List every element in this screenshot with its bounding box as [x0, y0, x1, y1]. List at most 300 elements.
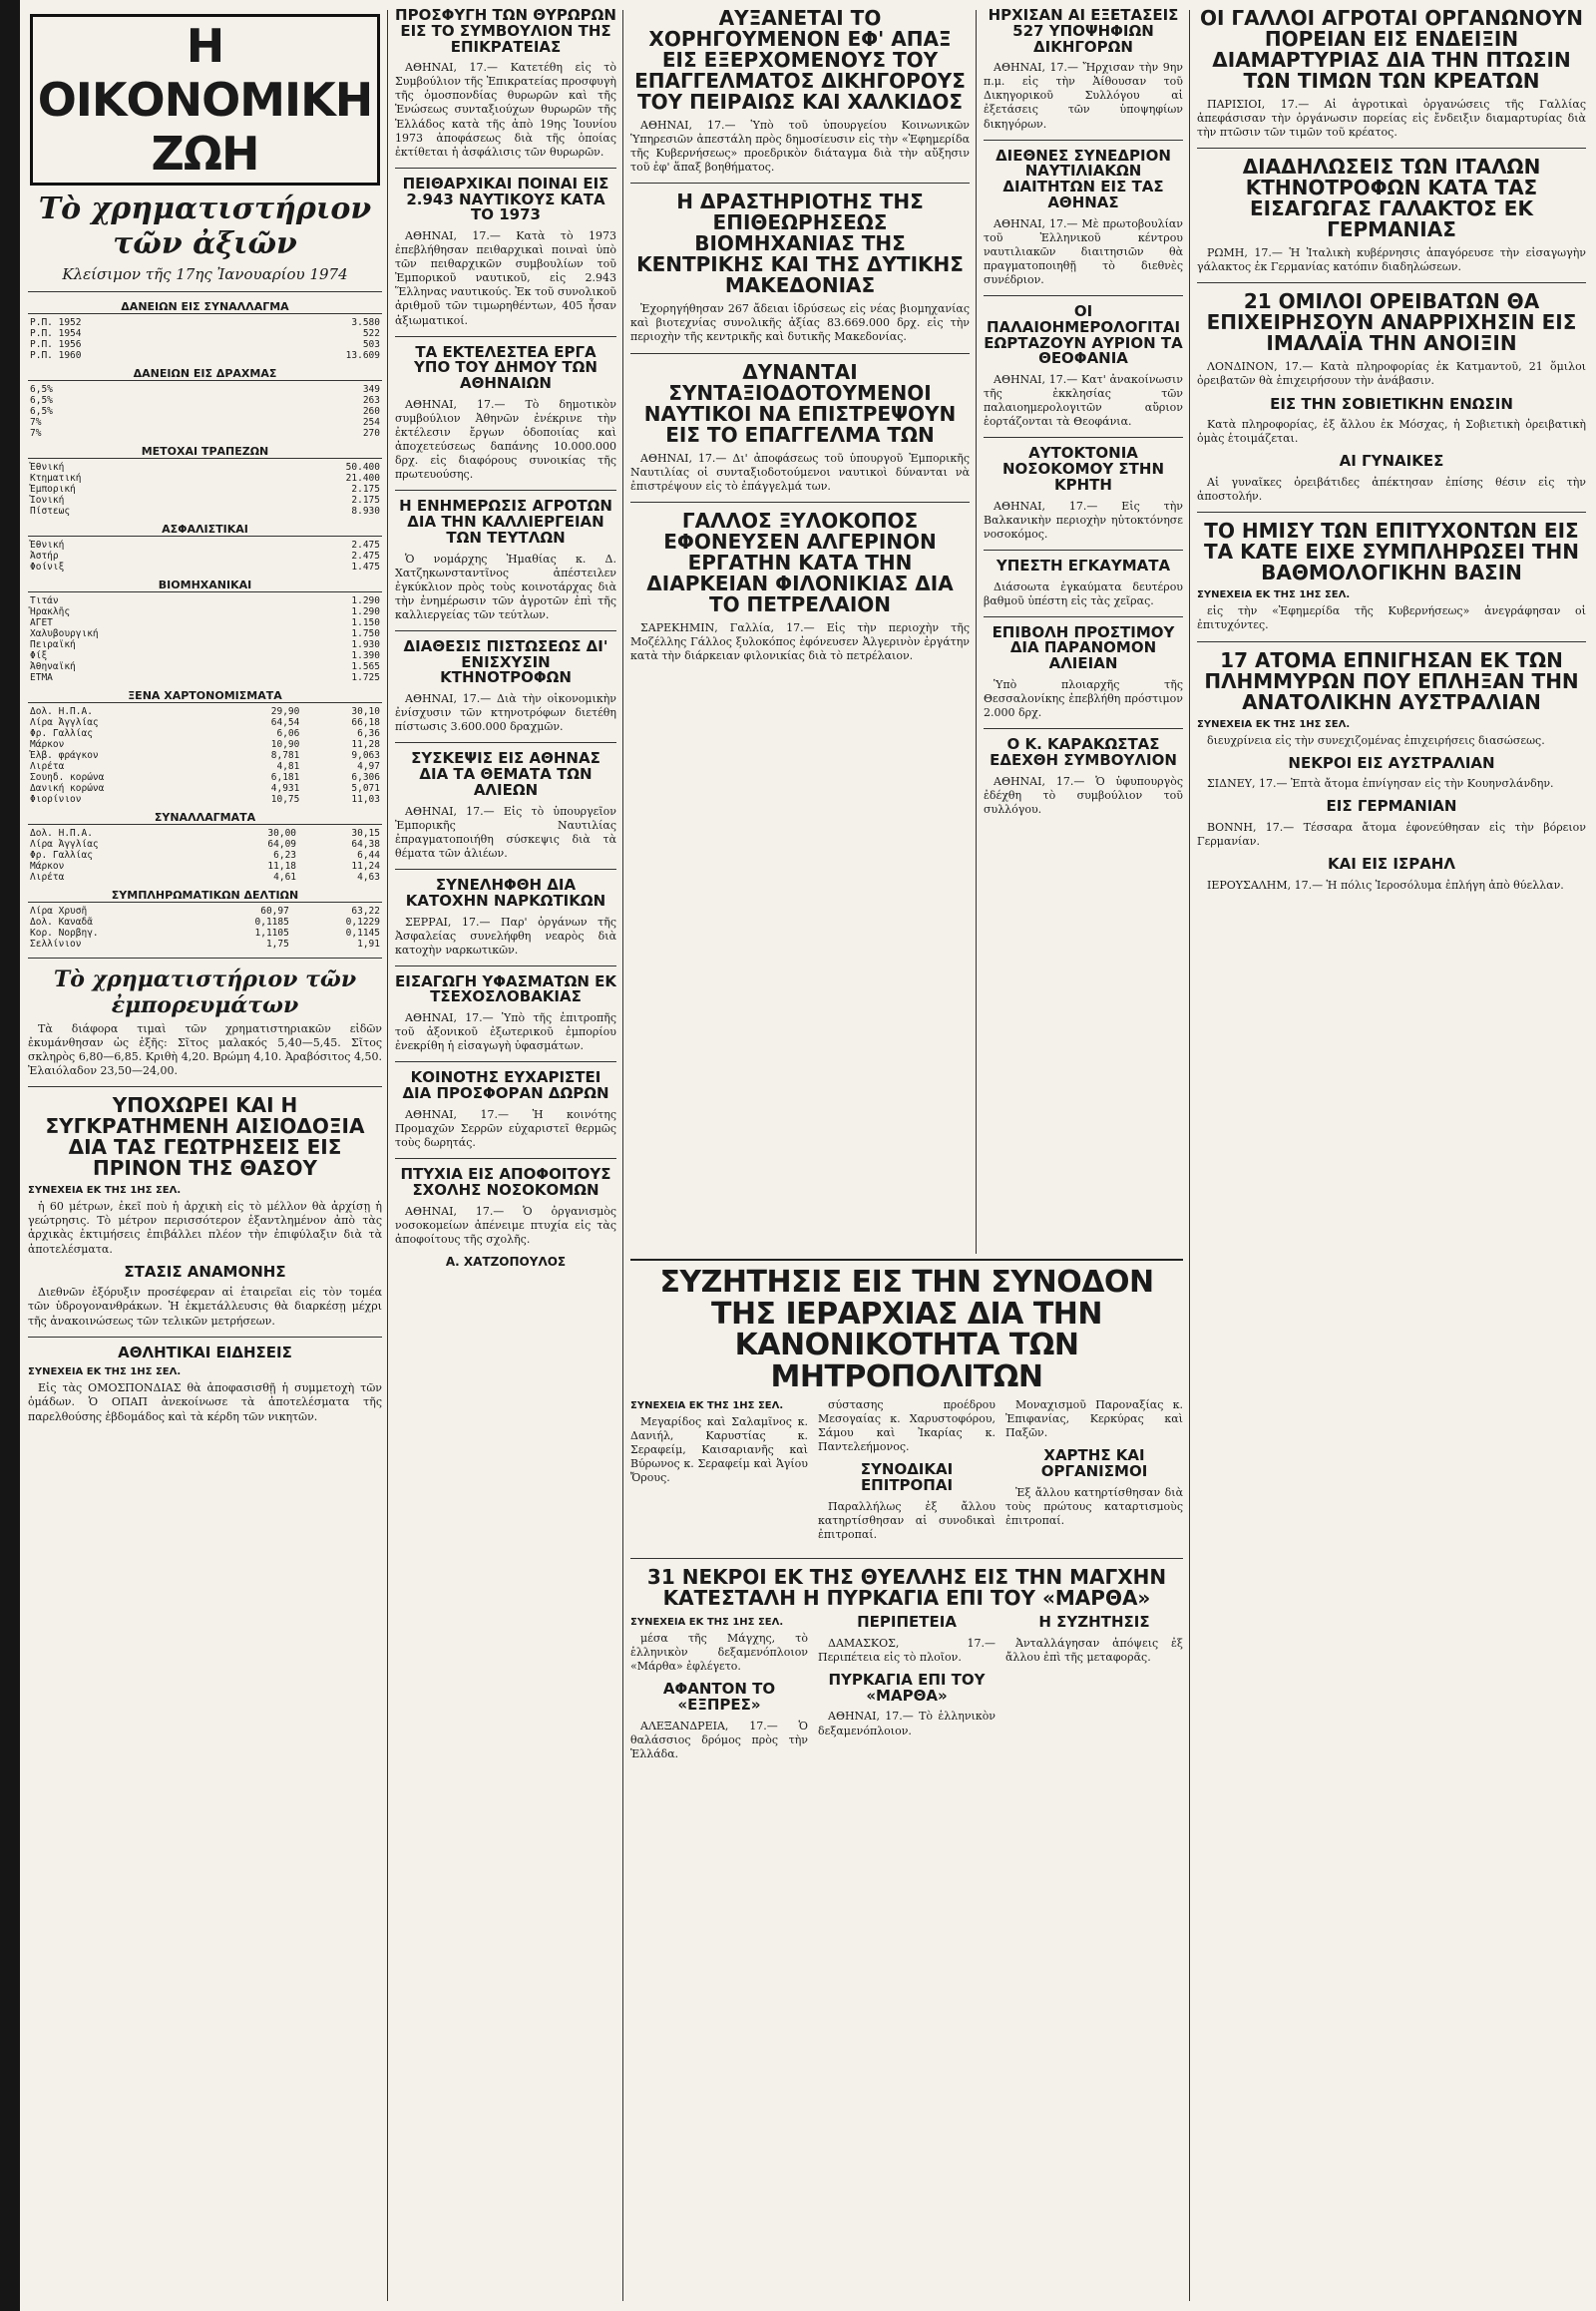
article-text: Κατὰ πληροφορίας, ἐξ ἄλλου ἐκ Μόσχας, ἡ Σοβιετικὴ ὀρειβατικὴ ὁμὰς ἑτοιμάζεται.	[1197, 418, 1586, 446]
author-signature: Α. ΧΑΤΖΟΠΟΥΛΟΣ	[445, 1254, 567, 1269]
divider	[395, 742, 616, 743]
table-row	[28, 717, 382, 728]
table-cell: 1,75	[265, 939, 289, 950]
divider	[395, 965, 616, 966]
article-text: Ἐξ ἄλλου κατηρτίσθησαν διὰ τοὺς πρώτους καταρτισμοὺς ἐπιτροπαί.	[1005, 1485, 1183, 1527]
headline: Η ΔΡΑΣΤΗΡΙΟΤΗΣ ΤΗΣ ΕΠΙΘΕΩΡΗΣΕΩΣ ΒΙΟΜΗΧΑΝΙΑΣ ΤΗΣ ΚΕΝΤΡΙΚΗΣ ΚΑΙ ΤΗΣ ΔΥΤΙΚΗΣ ΜΑΚΕΔΟΝΙΑΣ	[636, 190, 964, 298]
article-text: ΑΘΗΝΑΙ, 17.— Τὸ δημοτικὸν συμβούλιον Ἀθηνῶν ἐνέκρινε τὴν ἐκτέλεσιν ἔργων ὁδοποιίας καὶ ἀποχετεύσεως δαπάνης 10.000.000 δρχ. εἰς διαφόρους συνοικίας τῆς πρωτευούσης.	[395, 397, 616, 482]
thasos-headline: ΥΠΟΧΩΡΕΙ ΚΑΙ Η ΣΥΓΚΡΑΤΗΜΕΝΗ ΑΙΣΙΟΔΟΞΙΑ ΔΙΑ ΤΑΣ ΓΕΩΤΡΗΣΕΙΣ ΕΙΣ ΠΡΙΝΟΝ ΤΗΣ ΘΑΣΟΥ	[45, 1093, 365, 1181]
divider	[1197, 148, 1586, 149]
table-cell: 1.290	[351, 595, 380, 606]
continuation-label: ΣΥΝΕΧΕΙΑ ΕΚ ΤΗΣ 1ΗΣ ΣΕΛ.	[1197, 718, 1351, 730]
table-cell: 1.150	[351, 617, 380, 628]
table-cell: Ρ.Π. 1952	[30, 317, 82, 328]
table-cell: Δανική κορώνα	[30, 783, 105, 794]
table-cell: Χαλυβουργική	[30, 628, 99, 639]
synod-col-3	[1005, 1398, 1183, 1550]
table-row	[28, 728, 382, 739]
article-text: ΑΘΗΝΑΙ, 17.— Εἰς τὴν Βαλκανικὴν περιοχὴν ηὐτοκτόνησε νοσοκόμος.	[984, 499, 1183, 541]
divider	[984, 728, 1183, 729]
table-row	[28, 639, 382, 650]
table-cell: 4,931	[270, 783, 300, 794]
table-cell: 63,22	[351, 906, 380, 917]
table-row	[28, 540, 382, 551]
article-text: ΣΑΡΕΚΗΜΙΝ, Γαλλία, 17.— Εἰς τὴν περιοχὴν τῆς Μοζέλλης Γάλλος ξυλοκόπος ἐφόνευσεν Ἀλγερινὸν ἐργάτην κατὰ τὴν διάρκειαν φιλονικίας διὰ τὸ πετρέλαιον.	[630, 620, 970, 662]
table-row	[28, 428, 382, 439]
column-rule	[387, 10, 388, 2301]
table-cell: Δολ. Η.Π.Α.	[30, 828, 93, 839]
column-5	[1197, 0, 1586, 2311]
market-tables	[28, 300, 382, 683]
table-cell: Λίρα Χρυσῆ	[30, 906, 88, 917]
table-cell: Ρ.Π. 1954	[30, 328, 82, 339]
table-cell: 1.930	[351, 639, 380, 650]
article-text: ΑΘΗΝΑΙ, 17.— Διὰ τὴν οἰκονομικὴν ἐνίσχυσιν τῶν κτηνοτρόφων διετέθη πίστωσις 3.600.000 δραχμῶν.	[395, 692, 616, 734]
table-row	[28, 339, 382, 350]
subheading: ΚΑΙ ΕΙΣ ΙΣΡΑΗΛ	[1328, 855, 1455, 874]
table-cell: 1.750	[351, 628, 380, 639]
column-rule	[976, 10, 977, 1254]
article-text: Αἱ γυναῖκες ὀρειβάτιδες ἀπέκτησαν ἐπίσης θέσιν εἰς τὴν ἀποστολήν.	[1197, 476, 1586, 504]
subheading: ΝΕΚΡΟΙ ΕΙΣ ΑΥΣΤΡΑΛΙΑΝ	[1288, 753, 1495, 772]
table-cell: 6,23	[273, 850, 297, 861]
storm-col-3	[1005, 1615, 1183, 1769]
foreign-title: ΞΕΝΑ ΧΑΡΤΟΝΟΜΙΣΜΑΤΑ	[28, 689, 382, 703]
storm-columns	[630, 1615, 1183, 1769]
table-cell: 1,91	[357, 939, 380, 950]
headline: ΓΑΛΛΟΣ ΞΥΛΟΚΟΠΟΣ ΕΦΟΝΕΥΣΕΝ ΑΛΓΕΡΙΝΟΝ ΕΡΓΑΤΗΝ ΚΑΤΑ ΤΗΝ ΔΙΑΡΚΕΙΑΝ ΦΙΛΟΝΙΚΙΑΣ ΔΙΑ ΤΟ ΠΕΤΡΕΛΑΙΟΝ	[646, 508, 954, 616]
table-cell: Ἐθνική	[30, 462, 65, 473]
divider	[630, 353, 970, 354]
table-cell: 66,18	[351, 717, 380, 728]
table-cell: 60,97	[260, 906, 289, 917]
table-cell: 3.580	[351, 317, 380, 328]
synod-columns	[630, 1398, 1183, 1550]
article-text: ΑΘΗΝΑΙ, 17.— Ὁ ὀργανισμὸς νοσοκομείων ἀπένειμε πτυχία εἰς τὰς ἀποφοίτους τῆς σχολῆς.	[395, 1204, 616, 1246]
table-cell: 11,03	[351, 794, 380, 805]
table-cell: 30,15	[351, 828, 380, 839]
headline: ΠΤΥΧΙΑ ΕΙΣ ΑΠΟΦΟΙΤΟΥΣ ΣΧΟΛΗΣ ΝΟΣΟΚΟΜΩΝ	[400, 1165, 611, 1199]
commodity-table	[28, 906, 382, 950]
table-cell: Ἑλβ. φράγκον	[30, 750, 99, 761]
commodities-text: Τὰ διάφορα τιμαὶ τῶν χρηματιστηριακῶν εἰδῶν ἐκυμάνθησαν ὡς ἐξῆς: Σῖτος μαλακός 5,40—5,45. Σῖτος σκληρὸς 6,80—6,85. Κριθὴ 4,20. Βρώμη 4,10. Ἀραβόσιτος 4,50. Ἐλαιόλαδον 23,50—24,00.	[28, 1022, 382, 1078]
headline: ΗΡΧΙΣΑΝ ΑΙ ΕΞΕΤΑΣΕΙΣ 527 ΥΠΟΨΗΦΙΩΝ ΔΙΚΗΓΟΡΩΝ	[988, 6, 1179, 56]
table-cell: Φίξ	[30, 650, 48, 661]
commodity-title: ΣΥΜΠΛΗΡΩΜΑΤΙΚΩΝ ΔΕΛΤΙΩΝ	[28, 889, 382, 903]
table-row	[28, 384, 382, 395]
table-cell: Μάρκον	[30, 739, 65, 750]
headline: ΣΥΣΚΕΨΙΣ ΕΙΣ ΑΘΗΝΑΣ ΔΙΑ ΤΑ ΘΕΜΑΤΑ ΤΩΝ ΑΛΙΕΩΝ	[411, 749, 600, 799]
divider	[1197, 512, 1586, 513]
headline: 21 ΟΜΙΛΟΙ ΟΡΕΙΒΑΤΩΝ ΘΑ ΕΠΙΧΕΙΡΗΣΟΥΝ ΑΝΑΡΡΙΧΗΣΙΝ ΕΙΣ ΙΜΑΛΑΪΑ ΤΗΝ ΑΝΟΙΞΙΝ	[1206, 289, 1577, 356]
table-cell: Ἑμπορική	[30, 484, 76, 495]
headline: ΕΙΣΑΓΩΓΗ ΥΦΑΣΜΑΤΩΝ ΕΚ ΤΣΕΧΟΣΛΟΒΑΚΙΑΣ	[395, 971, 616, 1006]
article-text: ΑΘΗΝΑΙ, 17.— Τὸ ἑλληνικὸν δεξαμενόπλοιον.	[818, 1710, 996, 1737]
continuation-label: ΣΥΝΕΧΕΙΑ ΕΚ ΤΗΣ 1ΗΣ ΣΕΛ.	[1197, 589, 1351, 601]
spanning-section	[630, 1259, 1183, 2311]
table-row	[28, 406, 382, 417]
table-cell: 6,181	[270, 772, 300, 783]
table-cell: 10,75	[270, 794, 300, 805]
table-cell: Δολ. Η.Π.Α.	[30, 706, 93, 717]
table-row	[28, 650, 382, 661]
market-table	[28, 462, 382, 517]
divider	[395, 1158, 616, 1159]
market-section-title: ΒΙΟΜΗΧΑΝΙΚΑΙ	[28, 578, 382, 592]
article-text: ΡΩΜΗ, 17.— Ἡ Ἰταλικὴ κυβέρνησις ἀπαγόρευσε τὴν εἰσαγωγὴν γάλακτος ἐκ Γερμανίας κατόπιν διαδηλώσεων.	[1197, 246, 1586, 274]
article-text: ΑΘΗΝΑΙ, 17.— Κατ' ἀνακοίνωσιν τῆς ἐκκλησίας τῶν παλαιοημερολογιτῶν αὔριον ἑορτάζονται τὰ Θεοφάνια.	[984, 373, 1183, 429]
column-3	[630, 0, 970, 1254]
table-cell: 29,90	[270, 706, 300, 717]
column-rule	[622, 10, 623, 2301]
headline: Η ΕΝΗΜΕΡΩΣΙΣ ΑΓΡΟΤΩΝ ΔΙΑ ΤΗΝ ΚΑΛΛΙΕΡΓΕΙΑΝ ΤΩΝ ΤΕΥΤΛΩΝ	[399, 497, 612, 547]
table-row	[28, 395, 382, 406]
table-row	[28, 617, 382, 628]
closing-date: Κλείσιμον τῆς 17ης Ἰανουαρίου 1974	[62, 265, 348, 283]
article-text: Μεγαρίδος καὶ Σαλαμῖνος κ. Δανιήλ, Καρυστίας κ. Σεραφείμ, Καισαριανῆς καὶ Βύρωνος κ. Σεραφείμ καὶ Ἁγίου Ὄρους.	[630, 1415, 808, 1485]
table-cell: Λιρέτα	[30, 761, 65, 772]
article-text: ΑΘΗΝΑΙ, 17.— Εἰς τὸ ὑπουργεῖον Ἐμπορικῆς Ναυτιλίας ἐπραγματοποιήθη σύσκεψις διὰ τὰ θέματα τῶν ἁλιέων.	[395, 804, 616, 860]
article-text: ΑΘΗΝΑΙ, 17.— Ὑπὸ τῆς ἐπιτροπῆς τοῦ ἀξονικοῦ ἐξωτερικοῦ ἐμπορίου ἐνεκρίθη ἡ εἰσαγωγὴ ὑφασμάτων.	[395, 1011, 616, 1053]
continuation-label: ΣΥΝΕΧΕΙΑ ΕΚ ΤΗΣ 1ΗΣ ΣΕΛ.	[28, 1366, 182, 1378]
headline: ΕΠΙΒΟΛΗ ΠΡΟΣΤΙΜΟΥ ΔΙΑ ΠΑΡΑΝΟΜΟΝ ΑΛΙΕΙΑΝ	[992, 622, 1175, 673]
table-row	[28, 317, 382, 328]
article-text: εἰς τὴν «Ἐφημερίδα τῆς Κυβερνήσεως» ἀνεγράφησαν οἱ ἐπιτυχόντες.	[1197, 604, 1586, 632]
currency-table	[28, 828, 382, 883]
table-cell: 11,24	[351, 861, 380, 872]
table-row	[28, 917, 382, 928]
divider	[984, 550, 1183, 551]
headline: 17 ΑΤΟΜΑ ΕΠΝΙΓΗΣΑΝ ΕΚ ΤΩΝ ΠΛΗΜΜΥΡΩΝ ΠΟΥ ΕΠΛΗΞΑΝ ΤΗΝ ΑΝΑΤΟΛΙΚΗΝ ΑΥΣΤΡΑΛΙΑΝ	[1204, 647, 1579, 714]
table-row	[28, 473, 382, 484]
headline: ΤΑ ΕΚΤΕΛΕΣΤΕΑ ΕΡΓΑ ΥΠΟ ΤΟΥ ΔΗΜΟΥ ΤΩΝ ΑΘΗΝΑΙΩΝ	[414, 342, 598, 393]
table-cell: 6,44	[357, 850, 380, 861]
article-text: μέσα τῆς Μάγχης, τὸ ἑλληνικὸν δεξαμενόπλοιον «Μάρθα» ἐφλέγετο.	[630, 1632, 808, 1674]
market-table	[28, 540, 382, 573]
table-cell: Ἀστήρ	[30, 551, 59, 562]
article-text: ΑΘΗΝΑΙ, 17.— Ἡ κοινότης Προμαχῶν Σερρῶν εὐχαριστεῖ θερμῶς τοὺς δωρητάς.	[395, 1107, 616, 1150]
headline: ΠΕΙΘΑΡΧΙΚΑΙ ΠΟΙΝΑΙ ΕΙΣ 2.943 ΝΑΥΤΙΚΟΥΣ ΚΑΤΑ ΤΟ 1973	[402, 174, 609, 224]
market-table	[28, 384, 382, 439]
table-row	[28, 350, 382, 361]
table-row	[28, 828, 382, 839]
table-row	[28, 417, 382, 428]
article-text: Ἀνταλλάγησαν ἀπόψεις ἐξ ἄλλου ἐπὶ τῆς μεταφορᾶς.	[1005, 1636, 1183, 1664]
divider	[1197, 641, 1586, 642]
synod-col-2	[818, 1398, 996, 1550]
table-cell: 10,90	[270, 739, 300, 750]
table-cell: Φρ. Γαλλίας	[30, 728, 93, 739]
article-text: Ὑπὸ πλοιαρχῆς τῆς Θεσσαλονίκης ἐπεβλήθη πρόστιμον 2.000 δρχ.	[984, 677, 1183, 720]
divider	[630, 183, 970, 184]
divider	[28, 1086, 382, 1087]
headline: ΠΡΟΣΦΥΓΗ ΤΩΝ ΘΥΡΩΡΩΝ ΕΙΣ ΤΟ ΣΥΜΒΟΥΛΙΟΝ ΤΗΣ ΕΠΙΚΡΑΤΕΙΑΣ	[395, 6, 616, 56]
storm-headline: 31 ΝΕΚΡΟΙ ΕΚ ΤΗΣ ΘΥΕΛΛΗΣ ΕΙΣ ΤΗΝ ΜΑΓΧΗΝ ΚΑΤΕΣΤΑΛΗ Η ΠΥΡΚΑΓΙΑ ΕΠΙ ΤΟΥ «ΜΑΡΘΑ»	[646, 1565, 1167, 1611]
table-cell: ΑΓΕΤ	[30, 617, 53, 628]
table-cell: 1.390	[351, 650, 380, 661]
table-cell: 260	[362, 406, 380, 417]
article-text: ΣΙΔΝΕΥ, 17.— Ἐπτὰ ἄτομα ἐπνίγησαν εἰς τὴν Κουηνσλάνδην.	[1207, 777, 1554, 791]
subheading: ΕΙΣ ΓΕΡΜΑΝΙΑΝ	[1326, 797, 1457, 816]
table-cell: 6,36	[357, 728, 380, 739]
subheading: Η ΣΥΖΗΤΗΣΙΣ	[1038, 1613, 1150, 1632]
thasos-subhead: ΣΤΑΣΙΣ ΑΝΑΜΟΝΗΣ	[124, 1262, 286, 1281]
subheading: ΑΦΑΝΤΟΝ ΤΟ «ΕΞΠΡΕΣ»	[662, 1680, 776, 1715]
article-text: ΑΘΗΝΑΙ, 17.— Ἤρχισαν τὴν 9ην π.μ. εἰς τὴν Ἀίθουσαν τοῦ Δικηγορικοῦ Συλλόγου αἱ ἐξετάσεις τῶν ὑποψηφίων δικηγόρων.	[984, 61, 1183, 131]
article-text: ΛΟΝΔΙΝΟΝ, 17.— Κατὰ πληροφορίας ἐκ Κατμαντοῦ, 21 ὅμιλοι ὀρειβατῶν θὰ ἐπιχειρήσουν τὴν ἀνάβασιν.	[1197, 360, 1586, 388]
continuation-label: ΣΥΝΕΧΕΙΑ ΕΚ ΤΗΣ 1ΗΣ ΣΕΛ.	[630, 1400, 784, 1411]
table-cell: Φοίνιξ	[30, 562, 65, 573]
thasos-text-2: Διεθνῶν ἐξόρυξιν προσέφεραν αἱ ἑταιρεῖαι εἰς τὸν τομέα τῶν ὑδρογονανθράκων. Ἡ ἐκμετάλλευσις θὰ διαρκέσῃ μέχρι τῆς ἀνακοινώσεως τῶν τελικῶν μετρήσεων.	[28, 1286, 382, 1328]
table-row	[28, 783, 382, 794]
market-section-title: ΔΑΝΕΙΩΝ ΕΙΣ ΣΥΝΑΛΛΑΓΜΑ	[28, 300, 382, 314]
table-cell: 64,38	[351, 839, 380, 850]
market-table	[28, 317, 382, 361]
column-markets	[28, 0, 382, 2311]
market-section-title: ΑΣΦΑΛΙΣΤΙΚΑΙ	[28, 523, 382, 537]
table-row	[28, 551, 382, 562]
synod-col-1	[630, 1398, 808, 1550]
table-cell: 1.725	[351, 672, 380, 683]
article-text: σύστασης προέδρου Μεσογαίας κ. Χαρυστοφόρου, Σάμου καὶ Ἰκαρίας κ. Παντελεήμονος.	[818, 1398, 996, 1454]
table-cell: Φρ. Γαλλίας	[30, 850, 93, 861]
table-cell: 30,10	[351, 706, 380, 717]
table-row	[28, 839, 382, 850]
headline: Ο Κ. ΚΑΡΑΚΩΣΤΑΣ ΕΔΕΧΘΗ ΣΥΜΒΟΥΛΙΟΝ	[990, 735, 1177, 769]
table-cell: Φιορίνιον	[30, 794, 82, 805]
article-text: ΑΘΗΝΑΙ, 17.— Ὁ ὑφυπουργὸς ἐδέχθη τὸ συμβούλιον τοῦ συλλόγου.	[984, 774, 1183, 816]
divider	[1197, 282, 1586, 283]
table-row	[28, 872, 382, 883]
table-cell: Κτηματική	[30, 473, 82, 484]
table-cell: 1.475	[351, 562, 380, 573]
table-cell: Ρ.Π. 1956	[30, 339, 82, 350]
headline: ΑΥΤΟΚΤΟΝΙΑ ΝΟΣΟΚΟΜΟΥ ΣΤΗΝ ΚΡΗΤΗ	[1001, 444, 1165, 494]
table-row	[28, 628, 382, 639]
masthead-subtitle: Τὸ χρηματιστήριον τῶν ἀξιῶν	[38, 192, 372, 261]
table-row	[28, 484, 382, 495]
article-text: ΔΑΜΑΣΚΟΣ, 17.— Περιπέτεια εἰς τὸ πλοῖον.	[818, 1636, 996, 1664]
table-row	[28, 562, 382, 573]
table-cell: 270	[362, 428, 380, 439]
subheading: ΑΙ ΓΥΝΑΙΚΕΣ	[1339, 452, 1444, 471]
table-cell: 6,5%	[30, 384, 53, 395]
table-cell: 263	[362, 395, 380, 406]
article-text: ΑΘΗΝΑΙ, 17.— Ὑπὸ τοῦ ὑπουργείου Κοινωνικῶν Ὑπηρεσιῶν ἀπεστάλη πρὸς δημοσίευσιν εἰς τὴν «Ἐφημερίδα τῆς Κυβερνήσεως» προεδρικὸν διάταγμα διὰ τὴν αὔξησιν τοῦ ἐφ' ἅπαξ βοηθήματος.	[630, 119, 970, 175]
headline: ΤΟ ΗΜΙΣΥ ΤΩΝ ΕΠΙΤΥΧΟΝΤΩΝ ΕΙΣ ΤΑ ΚΑΤΕ ΕΙΧΕ ΣΥΜΠΛΗΡΩΣΕΙ ΤΗΝ ΒΑΘΜΟΛΟΓΙΚΗΝ ΒΑΣΙΝ	[1204, 519, 1579, 585]
subheading: ΕΙΣ ΤΗΝ ΣΟΒΙΕΤΙΚΗΝ ΕΝΩΣΙΝ	[1270, 394, 1513, 413]
table-cell: Πίστεως	[30, 506, 71, 517]
table-cell: 349	[362, 384, 380, 395]
divider	[630, 502, 970, 503]
table-cell: 0,1185	[254, 917, 289, 928]
table-cell: 0,1229	[345, 917, 380, 928]
article-text: Διάσοωτα ἐγκαύματα δευτέρου βαθμοῦ ὑπέστη εἰς τὰς χεῖρας.	[984, 579, 1183, 607]
divider	[395, 1061, 616, 1062]
market-table	[28, 595, 382, 683]
table-row	[28, 861, 382, 872]
table-cell: 522	[362, 328, 380, 339]
market-section-title: ΜΕΤΟΧΑΙ ΤΡΑΠΕΖΩΝ	[28, 445, 382, 459]
table-cell: 21.400	[345, 473, 380, 484]
column-rule	[1189, 10, 1190, 2301]
article-text: ΙΕΡΟΥΣΑΛΗΜ, 17.— Ἡ πόλις Ἱεροσόλυμα ἐπλήγη ἀπὸ θύελλαν.	[1207, 879, 1564, 893]
divider	[630, 1259, 1183, 1261]
article-text: Μοναχισμοῦ Παροναξίας κ. Ἐπιφανίας, Κερκύρας καὶ Παξῶν.	[1005, 1398, 1183, 1440]
table-cell: 0,1145	[345, 928, 380, 939]
table-cell: 254	[362, 417, 380, 428]
commodities-heading: Τὸ χρηματιστήριον τῶν ἐμπορευμάτων	[53, 966, 357, 1018]
divider	[28, 291, 382, 292]
headline: ΔΙΑΔΗΛΩΣΕΙΣ ΤΩΝ ΙΤΑΛΩΝ ΚΤΗΝΟΤΡΟΦΩΝ ΚΑΤΑ ΤΑΣ ΕΙΣΑΓΩΓΑΣ ΓΑΛΑΚΤΟΣ ΕΚ ΓΕΡΜΑΝΙΑΣ	[1242, 155, 1541, 242]
table-cell: 2.475	[351, 551, 380, 562]
divider	[984, 295, 1183, 296]
table-cell: 9,063	[351, 750, 380, 761]
table-row	[28, 906, 382, 917]
article-text: ΑΘΗΝΑΙ, 17.— Κατὰ τὸ 1973 ἐπεβλήθησαν πειθαρχικαὶ ποιναὶ ὑπὸ τῶν πειθαρχικῶν συμβουλίων τοῦ Ἐμπορικοῦ ναυτικοῦ, εἰς 2.943 Ἕλληνας ναυτικούς. Ἐκ τοῦ συνολικοῦ ἀριθμοῦ τῶν τιμωρηθέντων, 405 ἦσαν ἀξιωματικοί.	[395, 229, 616, 327]
table-cell: 30,00	[267, 828, 297, 839]
article-text: ΠΑΡΙΣΙΟΙ, 17.— Αἱ ἀγροτικαὶ ὀργανώσεις τῆς Γαλλίας ἀπεφάσισαν τὴν ὀργάνωσιν πορείας εἰς ἔνδειξιν διαμαρτυρίας διὰ τὴν πτῶσιν τῶν τιμῶν τοῦ κρέατος.	[1197, 98, 1586, 140]
article-text: ΑΘΗΝΑΙ, 17.— Μὲ πρωτοβουλίαν τοῦ Ἑλληνικοῦ κέντρου ναυτιλιακῶν διαιτησιῶν θὰ πραγματοποιηθῇ τὸ διεθνὲς συνέδριον.	[984, 216, 1183, 286]
table-cell: ΕΤΜΑ	[30, 672, 53, 683]
table-cell: 2.475	[351, 540, 380, 551]
table-cell: 7%	[30, 428, 42, 439]
headline: ΔΙΑΘΕΣΙΣ ΠΙΣΤΩΣΕΩΣ ΔΙ' ΕΝΙΣΧΥΣΙΝ ΚΤΗΝΟΤΡΟΦΩΝ	[403, 636, 608, 687]
table-row	[28, 706, 382, 717]
divider	[28, 1337, 382, 1338]
headline: ΟΙ ΓΑΛΛΟΙ ΑΓΡΟΤΑΙ ΟΡΓΑΝΩΝΟΥΝ ΠΟΡΕΙΑΝ ΕΙΣ ΕΝΔΕΙΞΙΝ ΔΙΑΜΑΡΤΥΡΙΑΣ ΔΙΑ ΤΗΝ ΠΤΩΣΙΝ ΤΩΝ ΤΙΜΩΝ ΤΩΝ ΚΡΕΑΤΩΝ	[1200, 6, 1583, 93]
table-cell: 64,09	[267, 839, 297, 850]
table-cell: 1.290	[351, 606, 380, 617]
headline: ΚΟΙΝΟΤΗΣ ΕΥΧΑΡΙΣΤΕΙ ΔΙΑ ΠΡΟΣΦΟΡΑΝ ΔΩΡΩΝ	[402, 1068, 609, 1103]
table-row	[28, 462, 382, 473]
table-cell: Τιτάν	[30, 595, 59, 606]
table-row	[28, 850, 382, 861]
storm-col-2	[818, 1615, 996, 1769]
table-cell: Ἤρακλῆς	[30, 606, 71, 617]
subheading: ΧΑΡΤΗΣ ΚΑΙ ΟΡΓΑΝΙΣΜΟΙ	[1040, 1446, 1148, 1480]
table-cell: Δολ. Καναδᾶ	[30, 917, 93, 928]
subheading: ΠΥΡΚΑΓΙΑ ΕΠΙ ΤΟΥ «ΜΑΡΘΑ»	[828, 1670, 986, 1705]
subheading: ΠΕΡΙΠΕΤΕΙΑ	[857, 1613, 957, 1632]
table-row	[28, 328, 382, 339]
headline: ΔΙΕΘΝΕΣ ΣΥΝΕΔΡΙΟΝ ΝΑΥΤΙΛΙΑΚΩΝ ΔΙΑΙΤΗΤΩΝ ΕΙΣ ΤΑΣ ΑΘΗΝΑΣ	[996, 146, 1171, 211]
table-row	[28, 661, 382, 672]
page-edge	[0, 0, 20, 2311]
divider	[395, 490, 616, 491]
table-cell: 11,18	[267, 861, 297, 872]
sports-headline: ΑΘΛΗΤΙΚΑΙ ΕΙΔΗΣΕΙΣ	[118, 1343, 292, 1361]
divider	[395, 869, 616, 870]
headline: ΥΠΕΣΤΗ ΕΓΚΑΥΜΑΤΑ	[996, 556, 1171, 575]
divider	[395, 168, 616, 169]
table-row	[28, 606, 382, 617]
divider	[984, 140, 1183, 141]
thasos-text: ἡ 60 μέτρων, ἐκεῖ ποὺ ἡ ἀρχικὴ εἰς τὸ μέλλον θὰ ἀρχίσῃ ἡ γεώτρησις. Τὸ μέτρον περισσότερον ἐξαντλημένον ἀπὸ τὰς ἀρχικὰς ἐκτιμήσεις ἐπιβάλλει πλέον τὴν ἐπιφύλαξιν διὰ τὰ ἀποτελέσματα.	[28, 1200, 382, 1256]
table-cell: 6,5%	[30, 395, 53, 406]
table-cell: 8.930	[351, 506, 380, 517]
continuation-label: ΣΥΝΕΧΕΙΑ ΕΚ ΤΗΣ 1ΗΣ ΣΕΛ.	[630, 1617, 784, 1629]
table-cell: Σουηδ. κορώνα	[30, 772, 105, 783]
table-cell: Πειραϊκή	[30, 639, 76, 650]
article-text: ΑΛΕΞΑΝΔΡΕΙΑ, 17.— Ὁ θαλάσσιος δρόμος πρὸς τὴν Ἑλλάδα.	[630, 1719, 808, 1760]
table-cell: 8,781	[270, 750, 300, 761]
article-text: ΑΘΗΝΑΙ, 17.— Κατετέθη εἰς τὸ Συμβούλιον τῆς Ἐπικρατείας προσφυγὴ τῆς ὁμοσπονδίας θυρωρῶν καὶ τῆς Ἑνώσεως συνταξιούχων θυρωρῶν τῆς Ἑλλάδος κατὰ τῆς ἀπὸ 19ης Ἰουνίου 1973 ἀποφάσεως διὰ τῆς ὁποίας ἐκτίθεται ἡ ἀσφάλισις τῶν θυρωρῶν.	[395, 61, 616, 159]
table-cell: 4,61	[273, 872, 297, 883]
table-cell: Σελλίνιον	[30, 939, 82, 950]
table-row	[28, 739, 382, 750]
table-cell: 7%	[30, 417, 42, 428]
table-row	[28, 761, 382, 772]
article-text: Ἐχορηγήθησαν 267 ἄδειαι ἱδρύσεως εἰς νέας βιομηχανίας καὶ βιοτεχνίας συνολικῆς ἀξίας 83.669.000 δρχ. εἰς τὴν περιοχὴν τῆς κεντρικῆς καὶ δυτικῆς Μακεδονίας.	[630, 302, 970, 344]
table-cell: Μάρκον	[30, 861, 65, 872]
table-cell: 4,81	[276, 761, 300, 772]
table-row	[28, 495, 382, 506]
market-section-title: ΔΑΝΕΙΩΝ ΕΙΣ ΔΡΑΧΜΑΣ	[28, 367, 382, 381]
headline: ΑΥΞΑΝΕΤΑΙ ΤΟ ΧΟΡΗΓΟΥΜΕΝΟΝ ΕΦ' ΑΠΑΞ ΕΙΣ ΕΞΕΡΧΟΜΕΝΟΥΣ ΤΟΥ ΕΠΑΓΓΕΛΜΑΤΟΣ ΔΙΚΗΓΟΡΟΥΣ ΤΟΥ ΠΕΙΡΑΙΩΣ ΚΑΙ ΧΑΛΚΙΔΟΣ	[634, 6, 966, 114]
article-text: ΒΟΝΝΗ, 17.— Τέσσαρα ἄτομα ἐφονεύθησαν εἰς τὴν βόρειον Γερμανίαν.	[1197, 821, 1586, 849]
table-row	[28, 506, 382, 517]
table-cell: 6,306	[351, 772, 380, 783]
table-cell: 6,5%	[30, 406, 53, 417]
article-text: Ὁ νομάρχης Ἠμαθίας κ. Δ. Χατζηκωνσταντῖνος ἀπέστειλεν ἐγκύκλιον πρὸς τοὺς κοινοτάρχας διὰ τὴν ἐνημέρωσιν τῶν ἀγροτῶν ἐπὶ τῆς καλλιεργείας τῶν τεύτλων.	[395, 552, 616, 621]
currency-title: ΣΥΝΑΛΛΑΓΜΑΤΑ	[28, 811, 382, 825]
divider	[984, 437, 1183, 438]
article-text: διευχρίνεια εἰς τὴν συνεχιζομένας ἐπιχειρήσεις διασώσεως.	[1207, 733, 1545, 747]
foreign-table	[28, 706, 382, 805]
table-cell: 1,1105	[254, 928, 289, 939]
table-cell: Κορ. Νορβηγ.	[30, 928, 99, 939]
divider	[395, 630, 616, 631]
masthead-title: Η ΟΙΚΟΝΟΜΙΚΗ ΖΩΗ	[30, 14, 380, 186]
column-4	[984, 0, 1183, 1254]
table-cell: 4,63	[357, 872, 380, 883]
headline: ΟΙ ΠΑΛΑΙΟΗΜΕΡΟΛΟΓΙΤΑΙ ΕΩΡΤΑΖΟΥΝ ΑΥΡΙΟΝ ΤΑ ΘΕΟΦΑΝΙΑ	[984, 302, 1183, 368]
divider	[630, 1558, 1183, 1559]
table-cell: Ρ.Π. 1960	[30, 350, 82, 361]
divider	[28, 958, 382, 959]
table-row	[28, 794, 382, 805]
table-cell: Λίρα Ἀγγλίας	[30, 839, 99, 850]
headline: ΣΥΝΕΛΗΦΘΗ ΔΙΑ ΚΑΤΟΧΗΝ ΝΑΡΚΩΤΙΚΩΝ	[405, 876, 606, 910]
table-cell: Ἀθηναϊκή	[30, 661, 76, 672]
table-cell: 2.175	[351, 484, 380, 495]
synod-headline: ΣΥΖΗΤΗΣΙΣ ΕΙΣ ΤΗΝ ΣΥΝΟΔΟΝ ΤΗΣ ΙΕΡΑΡΧΙΑΣ ΔΙΑ ΤΗΝ ΚΑΝΟΝΙΚΟΤΗΤΑ ΤΩΝ ΜΗΤΡΟΠΟΛΙΤΩΝ	[659, 1265, 1154, 1394]
sports-text: Εἰς τὰς ΟΜΟΣΠΟΝΔΙΑΣ θὰ ἀποφασισθῇ ἡ συμμετοχὴ τῶν ὁμάδων. Ὁ ΟΠΑΠ ἀνεκοίνωσε τὰ ἀποτελέσματα τῆς παρελθούσης ἑβδομάδος καὶ τὰ κέρδη τῶν νικητῶν.	[28, 1381, 382, 1423]
subheading: ΣΥΝΟΔΙΚΑΙ ΕΠΙΤΡΟΠΑΙ	[860, 1460, 954, 1495]
divider	[984, 616, 1183, 617]
table-cell: Λιρέτα	[30, 872, 65, 883]
table-row	[28, 672, 382, 683]
table-row	[28, 928, 382, 939]
table-row	[28, 595, 382, 606]
table-cell: 5,071	[351, 783, 380, 794]
table-cell: 11,28	[351, 739, 380, 750]
table-cell: Ἐθνική	[30, 540, 65, 551]
column-2	[395, 0, 616, 2311]
table-cell: 1.565	[351, 661, 380, 672]
table-row	[28, 939, 382, 950]
table-row	[28, 772, 382, 783]
continuation-label: ΣΥΝΕΧΕΙΑ ΕΚ ΤΗΣ 1ΗΣ ΣΕΛ.	[28, 1185, 182, 1197]
table-cell: 13.609	[345, 350, 380, 361]
article-text: Παραλλήλως ἐξ ἄλλου κατηρτίσθησαν αἱ συνοδικαὶ ἐπιτροπαί.	[818, 1499, 996, 1541]
table-cell: 6,06	[276, 728, 300, 739]
table-cell: 50.400	[345, 462, 380, 473]
table-row	[28, 750, 382, 761]
table-cell: 503	[362, 339, 380, 350]
article-text: ΣΕΡΡΑΙ, 17.— Παρ' ὀργάνων τῆς Ἀσφαλείας συνελήφθη νεαρὸς διὰ κατοχὴν ναρκωτικῶν.	[395, 915, 616, 957]
